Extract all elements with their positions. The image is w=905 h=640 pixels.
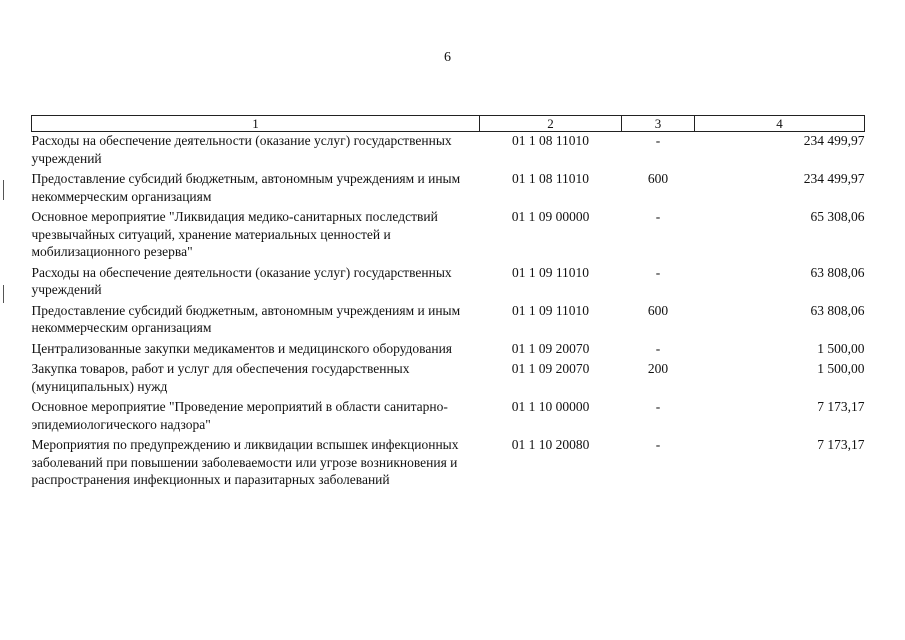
row-amount: 1 500,00 [817, 340, 865, 356]
page-number: 6 [444, 50, 451, 65]
row-type: - [655, 133, 661, 148]
row-amount: 1 500,00 [817, 361, 865, 376]
row-amount: 63 808,06 [810, 302, 865, 318]
row-amount: 7 173,17 [817, 437, 865, 452]
table-row [32, 264, 865, 302]
table-row [32, 132, 865, 171]
table-row [32, 208, 865, 264]
table-row [32, 302, 865, 340]
row-code: 01 1 10 00000 [511, 399, 590, 414]
row-name: Централизованные закупки медикаментов и медицинского оборудования [31, 340, 453, 356]
row-type: 600 [647, 171, 669, 186]
row-amount: 234 499,97 [803, 171, 865, 186]
row-code: 01 1 09 20070 [511, 340, 590, 356]
row-name: Расходы на обеспечение деятельности (оказание услуг) государственных учреждений [31, 133, 452, 166]
row-type: 200 [647, 361, 669, 376]
row-type: - [655, 209, 661, 224]
column-header-4: 4 [695, 116, 865, 132]
table-row [32, 436, 865, 492]
row-type: - [655, 437, 661, 452]
row-type: - [655, 340, 661, 356]
column-header-3: 3 [622, 116, 695, 132]
row-name: Расходы на обеспечение деятельности (оказание услуг) государственных учреждений [31, 264, 452, 297]
row-code: 01 1 09 11010 [511, 264, 590, 280]
row-name: Предоставление субсидий бюджетным, автономным учреждениям и иным некоммерческим организациям [31, 171, 461, 204]
row-code: 01 1 09 11010 [511, 302, 590, 318]
table-row [32, 398, 865, 436]
row-amount: 63 808,06 [810, 264, 865, 280]
table-row [32, 170, 865, 208]
table-header-row [32, 116, 865, 132]
row-name: Мероприятия по предупреждению и ликвидации вспышек инфекционных заболеваний при повышении заболеваемости или угрозе возникновения и распространения инфекционных и паразитарных заболеваний [31, 437, 459, 487]
row-amount: 234 499,97 [803, 133, 865, 148]
row-code: 01 1 09 20070 [511, 361, 590, 376]
row-amount: 7 173,17 [817, 399, 865, 414]
row-code: 01 1 08 11010 [511, 133, 590, 148]
table-row [32, 340, 865, 361]
budget-table [31, 115, 865, 492]
row-type: 600 [647, 302, 669, 318]
scan-edge-mark [3, 180, 4, 200]
table-row [32, 360, 865, 398]
row-amount: 65 308,06 [810, 209, 865, 224]
row-type: - [655, 399, 661, 414]
row-name: Предоставление субсидий бюджетным, автономным учреждениям и иным некоммерческим организациям [31, 302, 461, 335]
row-code: 01 1 10 20080 [511, 437, 590, 452]
row-code: 01 1 08 11010 [511, 171, 590, 186]
row-name: Основное мероприятие "Ликвидация медико-санитарных последствий чрезвычайных ситуаций, хранение материальных ценностей и мобилизационного резерва" [31, 209, 438, 259]
column-header-2: 2 [480, 116, 622, 132]
row-code: 01 1 09 00000 [511, 209, 590, 224]
row-name: Основное мероприятие "Проведение мероприятий в области санитарно-эпидемиологического надзора" [31, 399, 448, 432]
column-header-1: 1 [32, 116, 480, 132]
row-type: - [655, 264, 661, 280]
scan-edge-mark [3, 285, 4, 303]
row-name: Закупка товаров, работ и услуг для обеспечения государственных (муниципальных) нужд [31, 361, 410, 394]
